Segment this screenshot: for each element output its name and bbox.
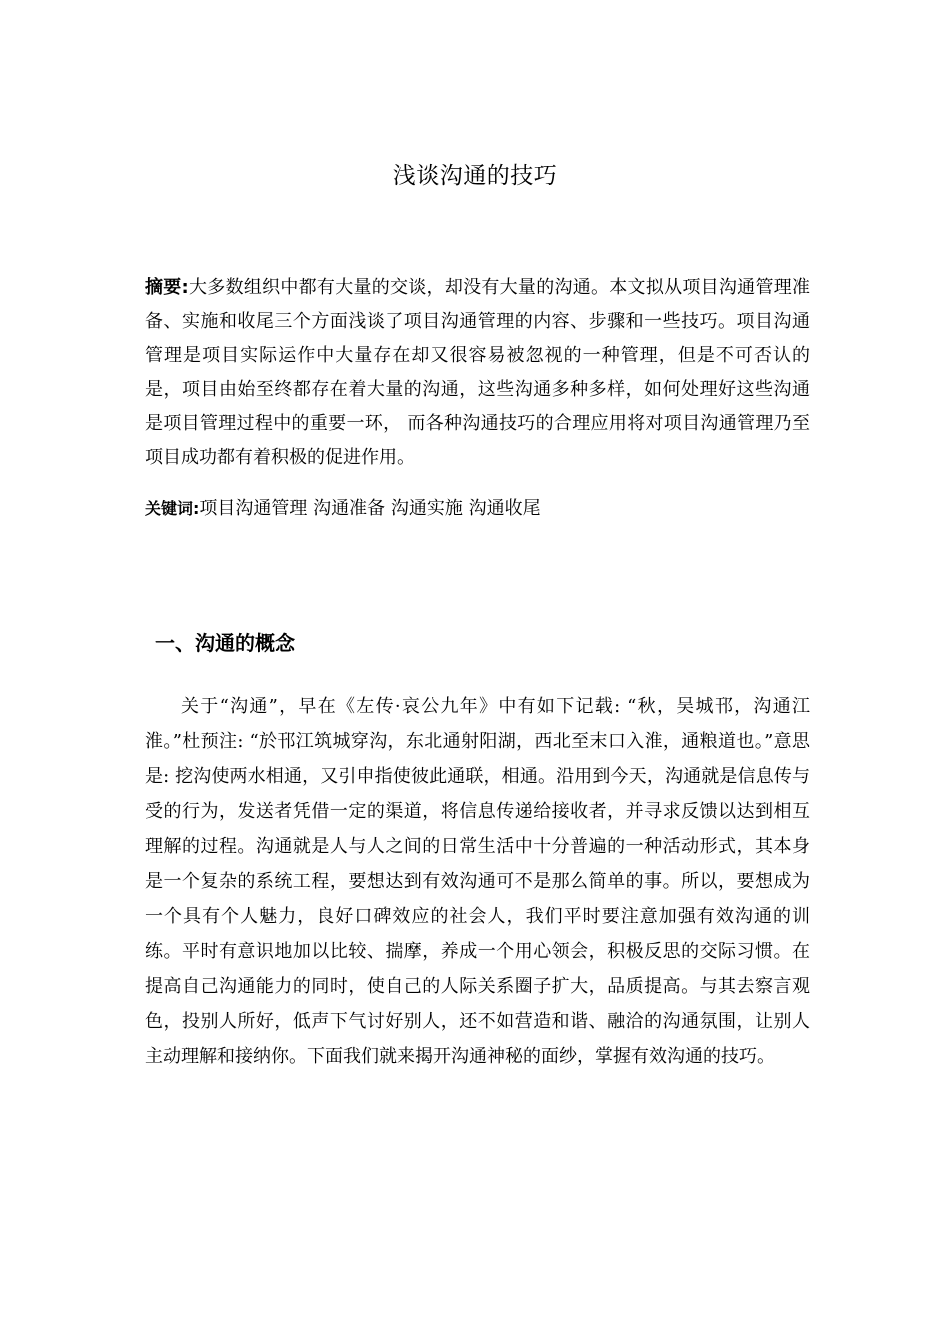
keywords-label: 关键词:	[145, 499, 200, 518]
abstract-label: 摘要:	[145, 277, 189, 298]
keywords-line	[145, 494, 810, 524]
keywords-text: 项目沟通管理 沟通准备 沟通实施 沟通收尾	[199, 498, 541, 519]
document-title: 浅谈沟通的技巧	[392, 163, 558, 189]
abstract-paragraph	[145, 271, 810, 475]
section-heading: 一、沟通的概念	[155, 631, 295, 655]
section-paragraph: 关于“沟通”，早在《左传·哀公九年》中有如下记载: “秋，吴城邗，沟通江淮。”杜预注: “於邗江筑城穿沟，东北通射阳湖，西北至末口入淮，通粮道也。”意思是: 挖沟使两水相通，又引申指使彼此通联，相通。沿用到今天，沟通就是信息传与受的行为，发送者凭借一定的渠道，将信息传递给接收者，并寻求反馈以达到相互理解的过程。沟通就是人与人之间的日常生活中十分普遍的一种活动形式，其本身是一个复杂的系统工程，要想达到有效沟通可不是那么简单的事。所以，要想成为一个具有个人魅力，良好口碑效应的社会人，我们平时要注意加强有效沟通的训练。平时有意识地加以比较、揣摩，养成一个用心领会，积极反思的交际习惯。在提高自己沟通能力的同时，使自己的人际关系圈子扩大，品质提高。与其去察言观色，投别人所好，低声下气讨好别人，还不如营造和谐、融洽的沟通氛围，让别人主动理解和接纳你。下面我们就来揭开沟通神秘的面纱，掌握有效沟通的技巧。	[145, 696, 810, 1067]
abstract-text: 大多数组织中都有大量的交谈，却没有大量的沟通。本文拟从项目沟通管理准备、实施和收尾三个方面浅谈了项目沟通管理的内容、步骤和一些技巧。项目沟通管理是项目实际运作中大量存在却又很容易被忽视的一种管理，但是不可否认的是，项目由始至终都存在着大量的沟通，这些沟通多种多样，如何处理好这些沟通是项目管理过程中的重要一环， 而各种沟通技巧的合理应用将对项目沟通管理乃至项目成功都有着积极的促进作用。	[145, 277, 810, 468]
